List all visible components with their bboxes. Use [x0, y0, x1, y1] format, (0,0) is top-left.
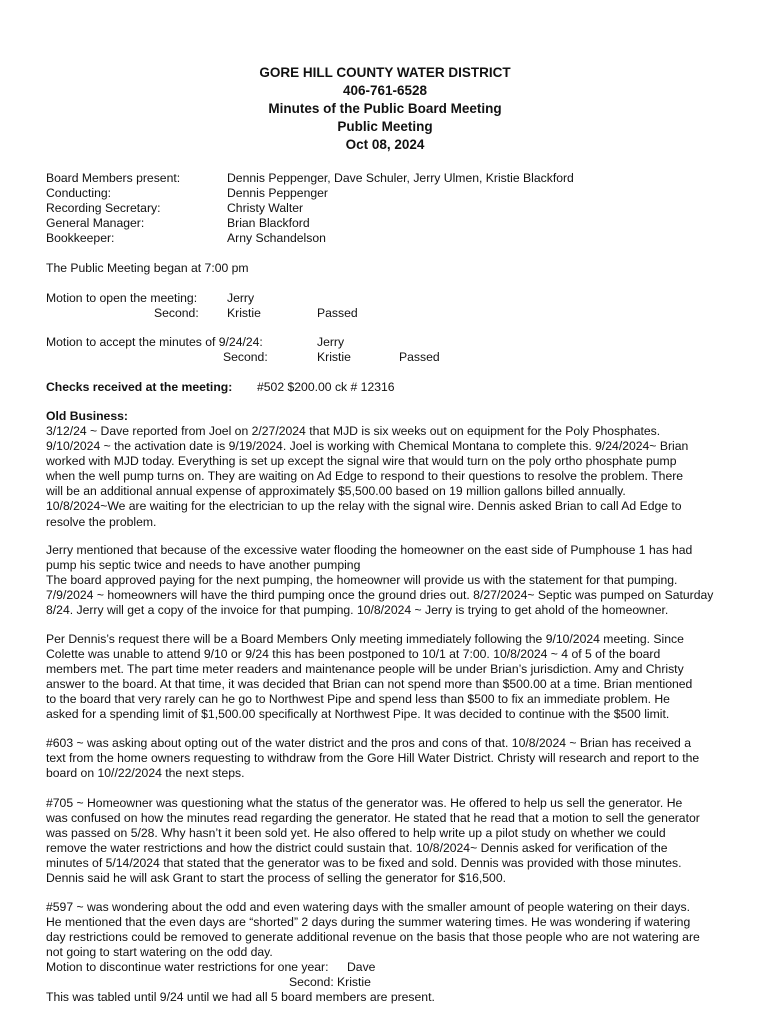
paragraph-line: The board approved paying for the next pumping, the homeowner will provide us with the statement for that pumping.: [46, 573, 678, 588]
motion-minutes-second-label: Second:: [223, 350, 268, 364]
paragraph-line: minutes of 5/14/2024 that stated that the generator was to be fixed and sold. Dennis was provided with those minutes.: [46, 856, 682, 871]
role-value: Dennis Peppenger: [227, 186, 328, 200]
paragraph-line: was passed on 5/28. Why hasn’t it been sold yet. He also offered to help write up a pilot study on whether we could: [46, 826, 666, 841]
paragraph-line: Jerry mentioned that because of the excessive water flooding the homeowner on the east side of Pumphouse 1 has had: [46, 543, 693, 557]
document-title: Minutes of the Public Board Meeting: [268, 101, 502, 116]
motion-minutes-result: Passed: [399, 350, 440, 364]
motion-open-second: Kristie: [227, 306, 261, 320]
motion-minutes-label: Motion to accept the minutes of 9/24/24:: [46, 335, 263, 349]
paragraph-line: asked for a spending limit of $1,500.00 specifically at Northwest Pipe. It was decided to continue with the $500 limit.: [46, 707, 670, 722]
meeting-start: The Public Meeting began at 7:00 pm: [46, 261, 249, 275]
paragraph-board-meeting: [46, 632, 736, 723]
paragraph-line: when the well pump turns on. They are waiting on Ad Edge to respond to their questions to resolve the problem. There: [46, 469, 684, 484]
paragraph-line: resolve the problem.: [46, 514, 157, 529]
paragraph-line: 8/24. Jerry will get a copy of the invoice for that pumping. 10/8/2024 ~ Jerry is trying to get ahold of the homeowner.: [46, 603, 669, 618]
motion-open-mover: Jerry: [227, 291, 255, 305]
paragraph-line: members met. The part time meter readers and maintenance people will be under Brian’s jurisdiction. Amy and Christy: [46, 662, 684, 677]
paragraph-line: worked with MJD today. Everything is set up except the signal wire that would turn on the poly ortho phosphate pump: [46, 454, 677, 469]
old-business-heading: Old Business:: [46, 409, 128, 423]
role-value: Arny Schandelson: [227, 231, 326, 245]
paragraph-line: Per Dennis’s request there will be a Board Members Only meeting immediately following the 9/10/2024 meeting. Since: [46, 632, 684, 646]
paragraph-line: board on 10//22/2024 the next steps.: [46, 766, 245, 781]
paragraph-603: [46, 736, 736, 781]
paragraph-line: 3/12/24 ~ Dave reported from Joel on 2/27/2024 that MJD is six weeks out on equipment for the Poly Phosphates.: [46, 424, 661, 438]
paragraph-line: Dennis said he will ask Grant to start the process of selling the generator for $16,500.: [46, 871, 506, 886]
motion-minutes-mover: Jerry: [317, 335, 345, 349]
paragraph-line: He mentioned that the even days are “shorted” 2 days during the summer watering times. He was wondering if watering: [46, 915, 691, 930]
paragraph-line: text from the home owners requesting to withdraw from the Gore Hill Water District. Christy will research and report to the: [46, 751, 700, 766]
paragraph-line: was confused on how the minutes read regarding the generator. He stated that he read that a motion to sell the generator: [46, 811, 700, 826]
paragraph-line: #603 ~ was asking about opting out of the water district and the pros and cons of that. 10/8/2024 ~ Brian has received a: [46, 736, 692, 750]
role-label: Recording Secretary:: [46, 201, 161, 215]
paragraph-line: answer to the board. At that time, it was decided that Brian can not spend more than $500.00 at a time. Brian mentioned: [46, 677, 693, 692]
role-label: General Manager:: [46, 216, 145, 230]
checks-label: Checks received at the meeting:: [46, 380, 233, 394]
role-value: Dennis Peppenger, Dave Schuler, Jerry Ulmen, Kristie Blackford: [227, 171, 574, 185]
paragraph-line: #705 ~ Homeowner was questioning what the status of the generator was. He offered to help us sell the generator. He: [46, 796, 683, 810]
org-phone: 406-761-6528: [342, 83, 428, 98]
paragraph-line: Colette was unable to attend 9/10 or 9/24 this has been postponed to 10/1 at 7:00. 10/8/2024 ~ 4 of 5 of the board: [46, 647, 661, 662]
paragraph-line: will be an additional annual expense of approximately $5,500.00 based on 19 million gallons billed annually.: [46, 484, 626, 499]
document-header: [0, 64, 770, 154]
tabled-note: This was tabled until 9/24 until we had all 5 board members are present.: [46, 990, 435, 1004]
motion-restrictions-label: Motion to discontinue water restrictions for one year:: [46, 960, 329, 974]
motion-open-label: Motion to open the meeting:: [46, 291, 198, 305]
paragraph-line: pump his septic twice and needs to have another pumping: [46, 558, 361, 573]
meeting-date: Oct 08, 2024: [345, 137, 425, 152]
paragraph-line: 9/10/2024 ~ the activation date is 9/19/2024. Joel is working with Chemical Montana to complete this. 9/24/2024~ Brian: [46, 439, 689, 454]
paragraph-line: to the board that very rarely can he go to Northwest Pipe and spend less than $500 to fix an immediate problem. He: [46, 692, 670, 707]
role-label: Bookkeeper:: [46, 231, 115, 245]
role-label: Board Members present:: [46, 171, 181, 185]
motion-restrictions-second-label: Second:: [289, 975, 334, 989]
motion-restrictions-mover: Dave: [347, 960, 376, 974]
meeting-type: Public Meeting: [337, 119, 433, 134]
checks-value: #502 $200.00 ck # 12316: [257, 380, 395, 394]
role-label: Conducting:: [46, 186, 112, 200]
role-value: Brian Blackford: [227, 216, 310, 230]
paragraph-line: #597 ~ was wondering about the odd and even watering days with the smaller amount of people watering on their days.: [46, 900, 690, 914]
org-name: GORE HILL COUNTY WATER DISTRICT: [259, 65, 511, 80]
role-value: Christy Walter: [227, 201, 304, 215]
paragraph-line: day restrictions could be removed to generate additional revenue on the basis that those people who are not watering are: [46, 930, 700, 945]
paragraph-line: remove the water restrictions and how the district could sustain that. 10/8/2024~ Dennis asked for verification of the: [46, 841, 668, 856]
motion-minutes-second: Kristie: [317, 350, 351, 364]
paragraph-poly-phosphates: [46, 424, 736, 530]
paragraph-septic: [46, 543, 736, 618]
paragraph-line: 10/8/2024~We are waiting for the electrician to up the relay with the signal wire. Dennis asked Brian to call Ad Edge to: [46, 499, 682, 514]
motion-open-second-label: Second:: [154, 306, 199, 320]
motion-restrictions-second: Kristie: [337, 975, 371, 989]
paragraph-597: [46, 900, 736, 960]
motion-open-result: Passed: [317, 306, 358, 320]
paragraph-705: [46, 796, 736, 887]
paragraph-line: not going to start watering on the odd day.: [46, 945, 273, 960]
paragraph-line: 7/9/2024 ~ homeowners will have the third pumping once the ground dries out. 8/27/2024~ Septic was pumped on Saturday: [46, 588, 714, 603]
